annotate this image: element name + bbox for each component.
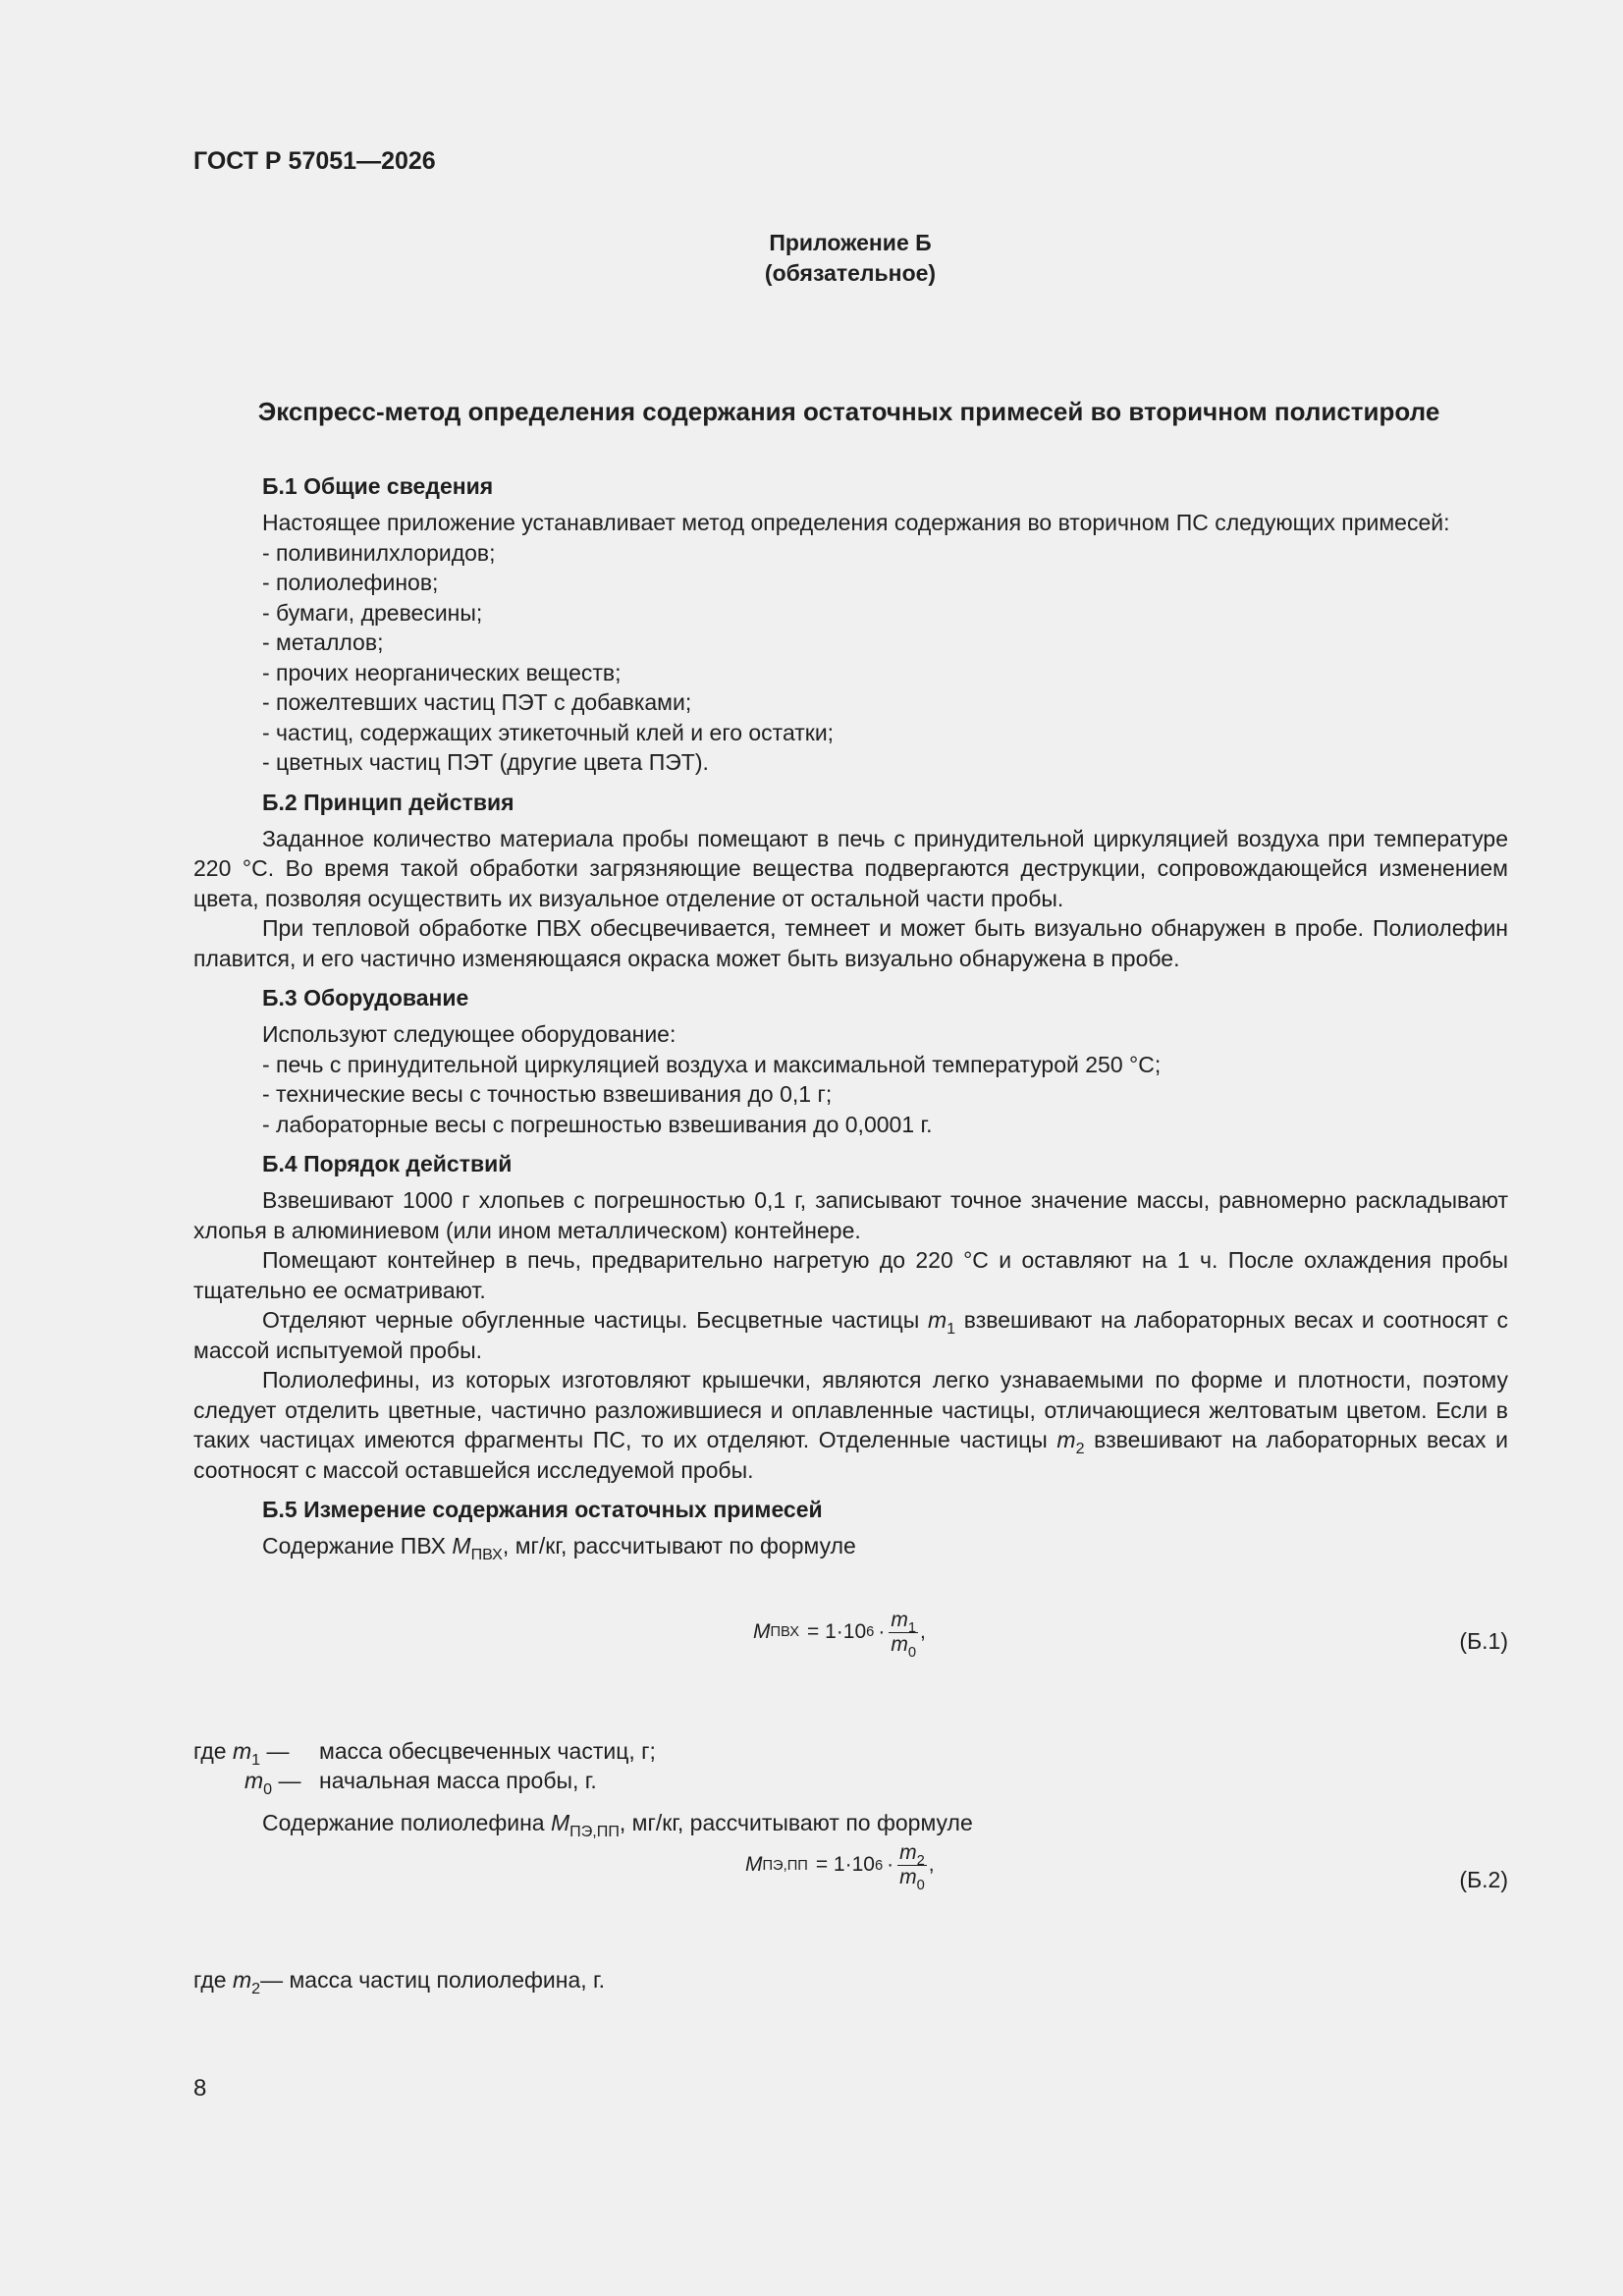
symbol-m: m: [232, 1967, 252, 1993]
symbol-M: M: [452, 1533, 471, 1558]
where-label: [193, 1736, 289, 1767]
paragraph: Настоящее приложение устанавливает метод определения содержания во вторичном ПС следующих примесей:: [262, 510, 1450, 535]
where-definition: начальная масса пробы, г.: [319, 1768, 597, 1793]
formula-expression: M ПВХ = 1·10 6 · $\frac{m_1}{m_0}$ ,: [753, 1608, 926, 1661]
list-item: - печь с принудительной циркуляцией воздуха и максимальной температурой 250 °C;: [262, 1051, 1162, 1077]
fraction: [889, 1608, 918, 1661]
multiply-dot: ·: [887, 1853, 894, 1877]
text-run: Отделяют черные обугленные частицы. Бесцветные частицы: [262, 1307, 928, 1333]
where-definition: масса обесцвеченных частиц, г;: [319, 1737, 656, 1764]
symbol-m: m: [891, 1632, 908, 1656]
where-definition: — масса частиц полиолефина, г.: [260, 1967, 606, 1993]
text-run: взвешивают на лабораторных весах и соотносят с массой оставшейся исследуемой пробы.: [193, 1427, 1508, 1483]
list-item: - пожелтевших частиц ПЭТ с добавками;: [262, 689, 692, 715]
list-item: - лабораторные весы с погрешностью взвешивания до 0,0001 г.: [262, 1111, 933, 1137]
section-heading-b5: Б.5 Измерение содержания остаточных примесей: [262, 1497, 823, 1522]
list-item: - поливинилхлоридов;: [262, 539, 496, 566]
equation-number: (Б.1): [1459, 1627, 1508, 1654]
paragraph: [193, 1808, 1508, 1838]
where-line: [193, 1965, 1508, 1995]
dash: —: [266, 1737, 290, 1764]
formula-b1: [193, 1597, 1508, 1699]
text-run: Полиолефины, из которых изготовляют крышечки, являются легко узнаваемыми по форме и плотности, поэтому следует отделить цветные, частично разложившиеся и оплавленные частицы, отличающиеся желтоватым цветом. Если в таких частицах имеются фрагменты ПС, то их отделяют. Отделенные частицы: [193, 1367, 1508, 1452]
section-heading-b4: Б.4 Порядок действий: [262, 1151, 513, 1176]
text-run: , мг/кг, рассчитывают по формуле: [502, 1533, 856, 1558]
subscript: 1: [947, 1320, 956, 1338]
formula-b2: [193, 1841, 1508, 1918]
text-run: взвешивают на лабораторных весах и соотносят с массой испытуемой пробы.: [193, 1307, 1508, 1363]
paragraph: [193, 1531, 1508, 1561]
list-item: - полиолефинов;: [262, 570, 439, 595]
coefficient: = 1·10: [815, 1853, 875, 1877]
document-body: [193, 471, 1508, 1995]
fraction: [897, 1841, 927, 1893]
paragraph: Взвешивают 1000 г хлопьев с погрешностью 0,1 г, записывают точное значение массы, равномерно раскладывают хлопья в алюминиевом (или ином металлическом) контейнере.: [193, 1187, 1508, 1243]
annex-heading: [0, 228, 1623, 289]
denominator: [897, 1866, 927, 1893]
paragraph: [193, 1365, 1508, 1485]
subscript: 0: [916, 1878, 925, 1893]
subscript: 2: [916, 1853, 925, 1869]
dash: —: [278, 1768, 301, 1793]
symbol-m: m: [899, 1866, 917, 1888]
equation-number: (Б.2): [1459, 1867, 1508, 1892]
where-label: [244, 1766, 301, 1796]
comma: ,: [928, 1853, 935, 1877]
symbol-M: M: [753, 1619, 771, 1643]
subscript: ПВХ: [470, 1546, 503, 1563]
symbol-m: m: [891, 1608, 908, 1631]
formula-expression: M ПЭ,ПП = 1·10 6 · $\frac{m_2}{m_0}$ ,: [745, 1841, 935, 1893]
paragraph: Заданное количество материала пробы помещают в печь с принудительной циркуляцией воздуха при температуре 220 °C. Во время такой обработки загрязняющие вещества подвергаются деструкции, сопровождающейся изменением цвета, позволяя осуществить их визуальное отделение от остальной части пробы.: [193, 825, 1508, 911]
list-item: - частиц, содержащих этикеточный клей и его остатки;: [262, 719, 835, 745]
annex-title: Приложение Б: [769, 230, 932, 255]
section-heading-b2: Б.2 Принцип действия: [262, 789, 514, 815]
symbol-M: M: [745, 1853, 763, 1877]
numerator: [897, 1841, 927, 1869]
page-number: 8: [193, 2075, 207, 2102]
annex-main-title: Экспресс-метод определения содержания остаточных примесей во вторичном полистироле: [257, 397, 1440, 426]
symbol-M: M: [550, 1809, 570, 1835]
annex-status: (обязательное): [764, 260, 937, 286]
paragraph: Помещают контейнер в печь, предварительно нагретую до 220 °C и оставляют на 1 ч. После охлаждения пробы тщательно ее осматривают.: [193, 1247, 1508, 1303]
coefficient: = 1·10: [807, 1619, 867, 1643]
paragraph: При тепловой обработке ПВХ обесцвечивается, темнеет и может быть визуально обнаружен в пробе. Полиолефин плавится, и его частично изменяющаяся окраска может быть визуально обнаружена в пробе.: [193, 915, 1508, 971]
where-line: [193, 1766, 1508, 1796]
symbol-m: m: [244, 1768, 264, 1793]
where-word: где: [193, 1737, 227, 1764]
standard-designation: ГОСТ Р 57051—2026: [193, 147, 436, 175]
paragraph: [193, 1305, 1508, 1365]
list-item: - бумаги, древесины;: [262, 599, 483, 626]
symbol-m: m: [899, 1841, 917, 1864]
subscript: 2: [1075, 1440, 1085, 1457]
symbol-m: m: [927, 1307, 947, 1333]
text-run: Содержание ПВХ: [262, 1533, 453, 1558]
list-intro: Используют следующее оборудование:: [262, 1021, 676, 1047]
list-item: - прочих неорганических веществ;: [262, 659, 622, 685]
denominator: [889, 1632, 918, 1661]
subscript: 1: [907, 1619, 916, 1636]
list-item: - технические весы с точностью взвешивания до 0,1 г;: [262, 1081, 833, 1107]
symbol-m: m: [1056, 1427, 1076, 1452]
symbol-m: m: [232, 1737, 252, 1764]
list-item: - металлов;: [262, 629, 384, 655]
numerator: [889, 1608, 918, 1636]
subscript: 2: [251, 1980, 261, 1997]
list-item: - цветных частиц ПЭТ (другие цвета ПЭТ).: [262, 749, 709, 775]
subscript: 1: [251, 1750, 261, 1769]
where-word: где: [193, 1967, 227, 1993]
section-heading-b1: Б.1 Общие сведения: [262, 473, 494, 499]
multiply-dot: ·: [878, 1619, 886, 1643]
section-heading-b3: Б.3 Оборудование: [262, 985, 469, 1011]
where-line: [193, 1736, 1508, 1767]
subscript: ПЭ,ПП: [569, 1822, 620, 1840]
subscript: 0: [907, 1644, 916, 1661]
subscript: 0: [263, 1780, 273, 1798]
comma: ,: [920, 1619, 926, 1643]
text-run: Содержание полиолефина: [262, 1809, 551, 1835]
text-run: , мг/кг, рассчитывают по формуле: [619, 1809, 973, 1835]
